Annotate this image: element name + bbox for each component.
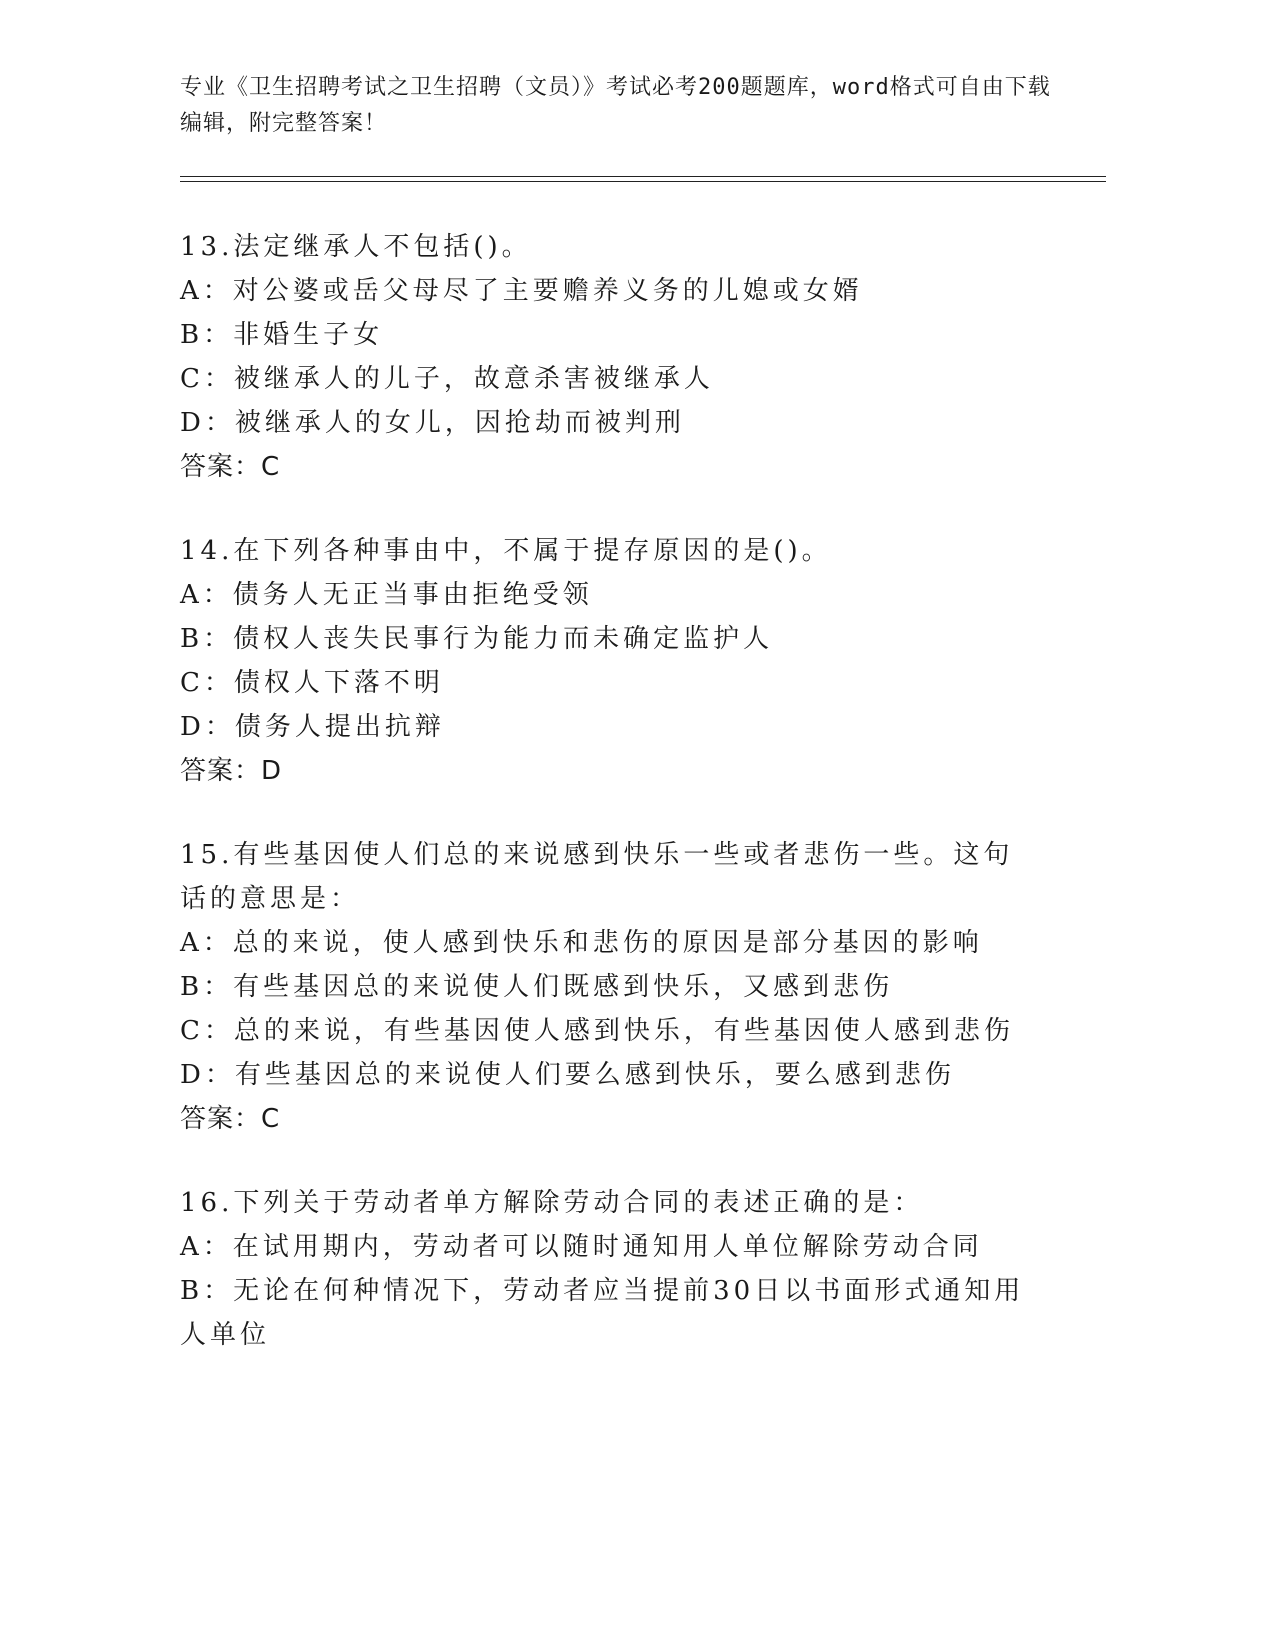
question-title: 16.下列关于劳动者单方解除劳动合同的表述正确的是：	[180, 1188, 924, 1218]
option-d: D：被继承人的女儿，因抢劫而被判刑	[180, 408, 685, 438]
option-b: B：债权人丧失民事行为能力而未确定监护人	[180, 624, 774, 654]
option-d: D：债务人提出抗辩	[180, 712, 445, 742]
header-divider	[180, 176, 1106, 182]
question-14	[180, 529, 1080, 793]
question-16	[180, 1181, 1080, 1357]
answer: 答案：D	[180, 756, 283, 786]
question-title: 13.法定继承人不包括()。	[180, 232, 532, 262]
option-d: D：有些基因总的来说使人们要么感到快乐，要么感到悲伤	[180, 1060, 955, 1090]
option-c: C：被继承人的儿子，故意杀害被继承人	[180, 364, 714, 394]
option-a: A：总的来说，使人感到快乐和悲伤的原因是部分基因的影响	[180, 928, 983, 958]
option-b: B：非婚生子女	[180, 320, 384, 350]
option-b: B：有些基因总的来说使人们既感到快乐，又感到悲伤	[180, 972, 894, 1002]
document-header: 专业《卫生招聘考试之卫生招聘（文员）》考试必考200题题库，word格式可自由下载编辑，附完整答案！	[180, 75, 1051, 136]
answer: 答案：C	[180, 452, 281, 482]
option-a: A：债务人无正当事由拒绝受领	[180, 580, 593, 610]
question-title: 14.在下列各种事由中，不属于提存原因的是()。	[180, 536, 832, 566]
option-c: C：总的来说，有些基因使人感到快乐，有些基因使人感到悲伤	[180, 1016, 1014, 1046]
question-15	[180, 833, 1080, 1141]
question-list	[180, 225, 1080, 1397]
question-13	[180, 225, 1080, 489]
answer: 答案：C	[180, 1104, 281, 1134]
question-title: 15.有些基因使人们总的来说感到快乐一些或者悲伤一些。这句话的意思是：	[180, 840, 1014, 914]
option-c: C：债权人下落不明	[180, 668, 444, 698]
option-b: B：无论在何种情况下，劳动者应当提前30日以书面形式通知用人单位	[180, 1276, 1025, 1350]
option-a: A：对公婆或岳父母尽了主要赡养义务的儿媳或女婿	[180, 276, 863, 306]
option-a: A：在试用期内，劳动者可以随时通知用人单位解除劳动合同	[180, 1232, 983, 1262]
